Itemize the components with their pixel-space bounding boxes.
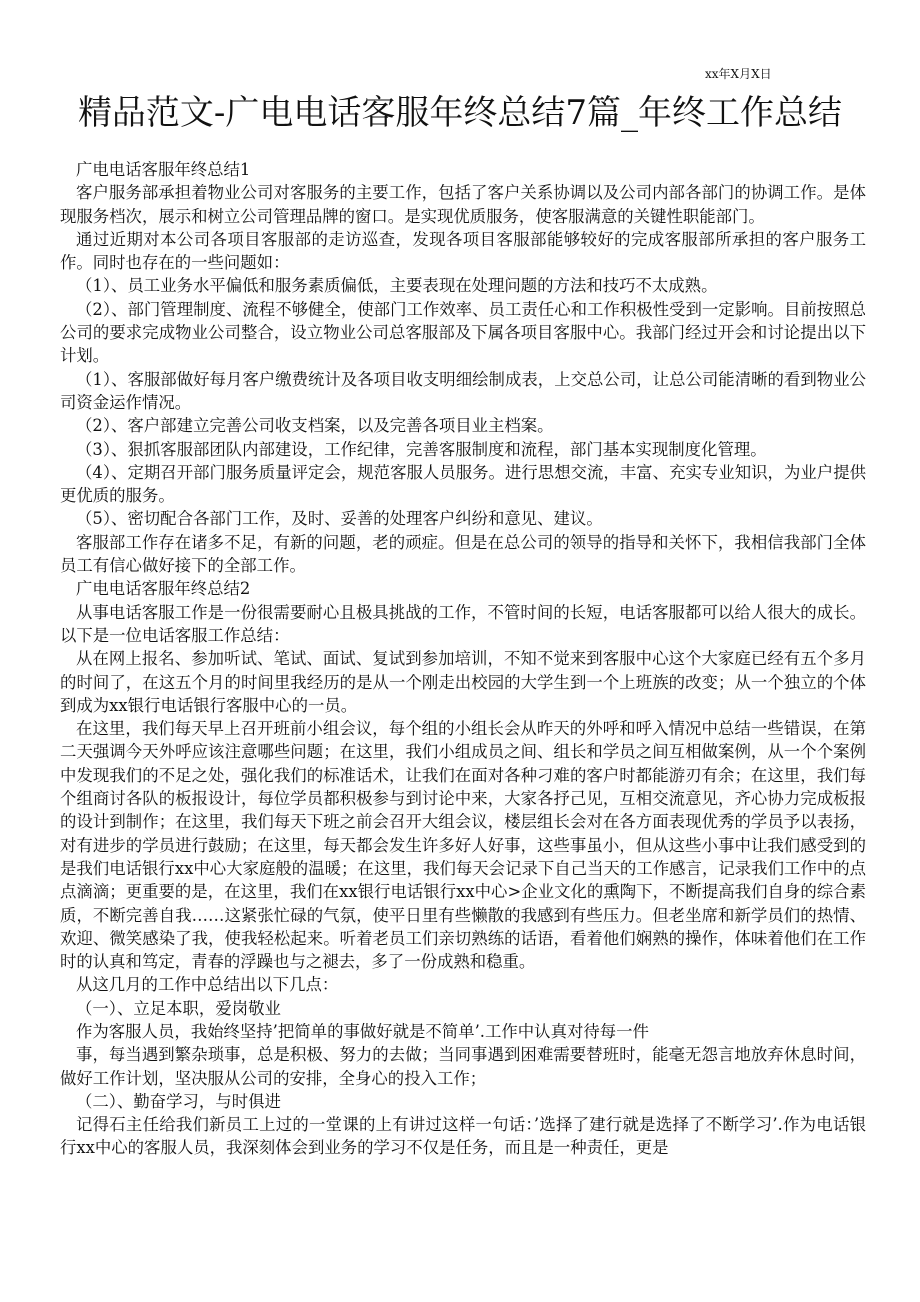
subheading: （二）、勤奋学习，与时俱进 [76, 1091, 281, 1111]
paragraph: 记得石主任给我们新员工上过的一堂课的上有讲过这样一句话：’选择了建行就是选择了不断学习’.作为电话银行xx中心的客服人员，我深刻体会到业务的学习不仅是任务，而且是一种责任，更是 [60, 1115, 866, 1158]
subheading: （一）、立足本职，爱岗敬业 [76, 998, 281, 1018]
paragraph: 通过近期对本公司各项目客服部的走访巡查，发现各项目客服部能够较好的完成客服部所承担的客户服务工作。同时也存在的一些问题如： [60, 229, 866, 273]
paragraph: 从事电话客服工作是一份很需要耐心且极具挑战的工作，不管时间的长短，电话客服都可以给人很大的成长。以下是一位电话客服工作总结： [60, 602, 866, 645]
list-item: （2）、客户部建立完善公司收支档案，以及完善各项目业主档案。 [76, 416, 554, 436]
list-item: （5）、密切配合各部门工作，及时、妥善的处理客户纠纷和意见、建议。 [76, 509, 603, 529]
list-item: （1）、客服部做好每月客户缴费统计及各项目收支明细绘制成表，上交总公司，让总公司能清晰的看到物业公司资金运作情况。 [60, 369, 866, 412]
list-item: （3）、狠抓客服部团队内部建设，工作纪律，完善客服制度和流程，部门基本实现制度化管理。 [76, 439, 767, 459]
paragraph: 在这里，我们每天早上召开班前小组会议，每个组的小组长会从昨天的外呼和呼入情况中总结一些错误，在第二天强调今天外呼应该注意哪些问题；在这里，我们小组成员之间、组长和学员之间互相做案例，从一个个案例中发现我们的不足之处，强化我们的标准话术，让我们在面对各种刁难的客户时都能游刃有余；在这里，我们每个组商讨各队的板报设计，每位学员都积极参与到讨论中来，大家各抒己见，互相交流意见，齐心协力完成板报的设计到制作；在这里，我们每天下班之前会召开大组会议，楼层组长会对在各方面表现优秀的学员予以表扬，对有进步的学员进行鼓励；在这里，每天都会发生许多好人好事，这些事虽小，但从这些小事中让我们感受到的是我们电话银行xx中心大家庭般的温暖；在这里，我们每天会记录下自己当天的工作感言，记录我们工作中的点点滴滴；更重要的是，在这里，我们在xx银行电话银行xx中心>企业文化的熏陶下，不断提高我们自身的综合素质，不断完善自我……这紧张忙碌的气氛，使平日里有些懒散的我感到有些压力。但老坐席和新学员们的热情、欢迎、微笑感染了我，使我轻松起来。听着老员工们亲切熟练的话语，看着他们娴熟的操作，体味着他们在工作时的认真和笃定，青春的浮躁也与之褪去，多了一份成熟和稳重。 [60, 719, 866, 972]
paragraph: 从这几月的工作中总结出以下几点： [76, 975, 339, 995]
paragraph: 客服部工作存在诸多不足，有新的问题，老的顽症。但是在总公司的领导的指导和关怀下，我相信我部门全体员工有信心做好接下的全部工作。 [60, 532, 866, 576]
section-heading-1: 广电电话客服年终总结1 [76, 160, 251, 179]
list-item: （1）、员工业务水平偏低和服务素质偏低，主要表现在处理问题的方法和技巧不太成熟。 [76, 276, 718, 296]
document-title: 精品范文-广电电话客服年终总结7篇_年终工作总结 [77, 93, 843, 133]
paragraph: 作为客服人员，我始终坚持’把简单的事做好就是不简单’.工作中认真对待每一件 [76, 1021, 649, 1041]
paragraph: 客户服务部承担着物业公司对客服务的主要工作，包括了客户关系协调以及公司内部各部门的协调工作。是体现服务档次，展示和树立公司管理品牌的窗口。是实现优质服务，使客服满意的关键性职能部门。 [60, 183, 866, 226]
paragraph: 事，每当遇到繁杂琐事，总是积极、努力的去做；当同事遇到困难需要替班时，能毫无怨言地放弃休息时间，做好工作计划，坚决服从公司的安排，全身心的投入工作； [60, 1045, 866, 1088]
section-heading-2: 广电电话客服年终总结2 [76, 579, 251, 599]
list-item: （2）、部门管理制度、流程不够健全，使部门工作效率、员工责任心和工作积极性受到一定影响。目前按照总公司的要求完成物业公司整合，设立物业公司总客服部及下属各项目客服中心。我部门经过开会和讨论提出以下计划。 [60, 299, 866, 366]
paragraph: 从在网上报名、参加听试、笔试、面试、复试到参加培训，不知不觉来到客服中心这个大家庭已经有五个多月的时间了，在这五个月的时间里我经历的是从一个刚走出校园的大学生到一个上班族的改变；从一个独立的个体到成为xx银行电话银行客服中心的一员。 [60, 649, 866, 715]
document-date: xx年X月X日 [705, 67, 772, 81]
list-item: （4）、定期召开部门服务质量评定会，规范客服人员服务。进行思想交流，丰富、充实专业知识，为业户提供更优质的服务。 [60, 462, 866, 506]
document-body [60, 158, 866, 1160]
